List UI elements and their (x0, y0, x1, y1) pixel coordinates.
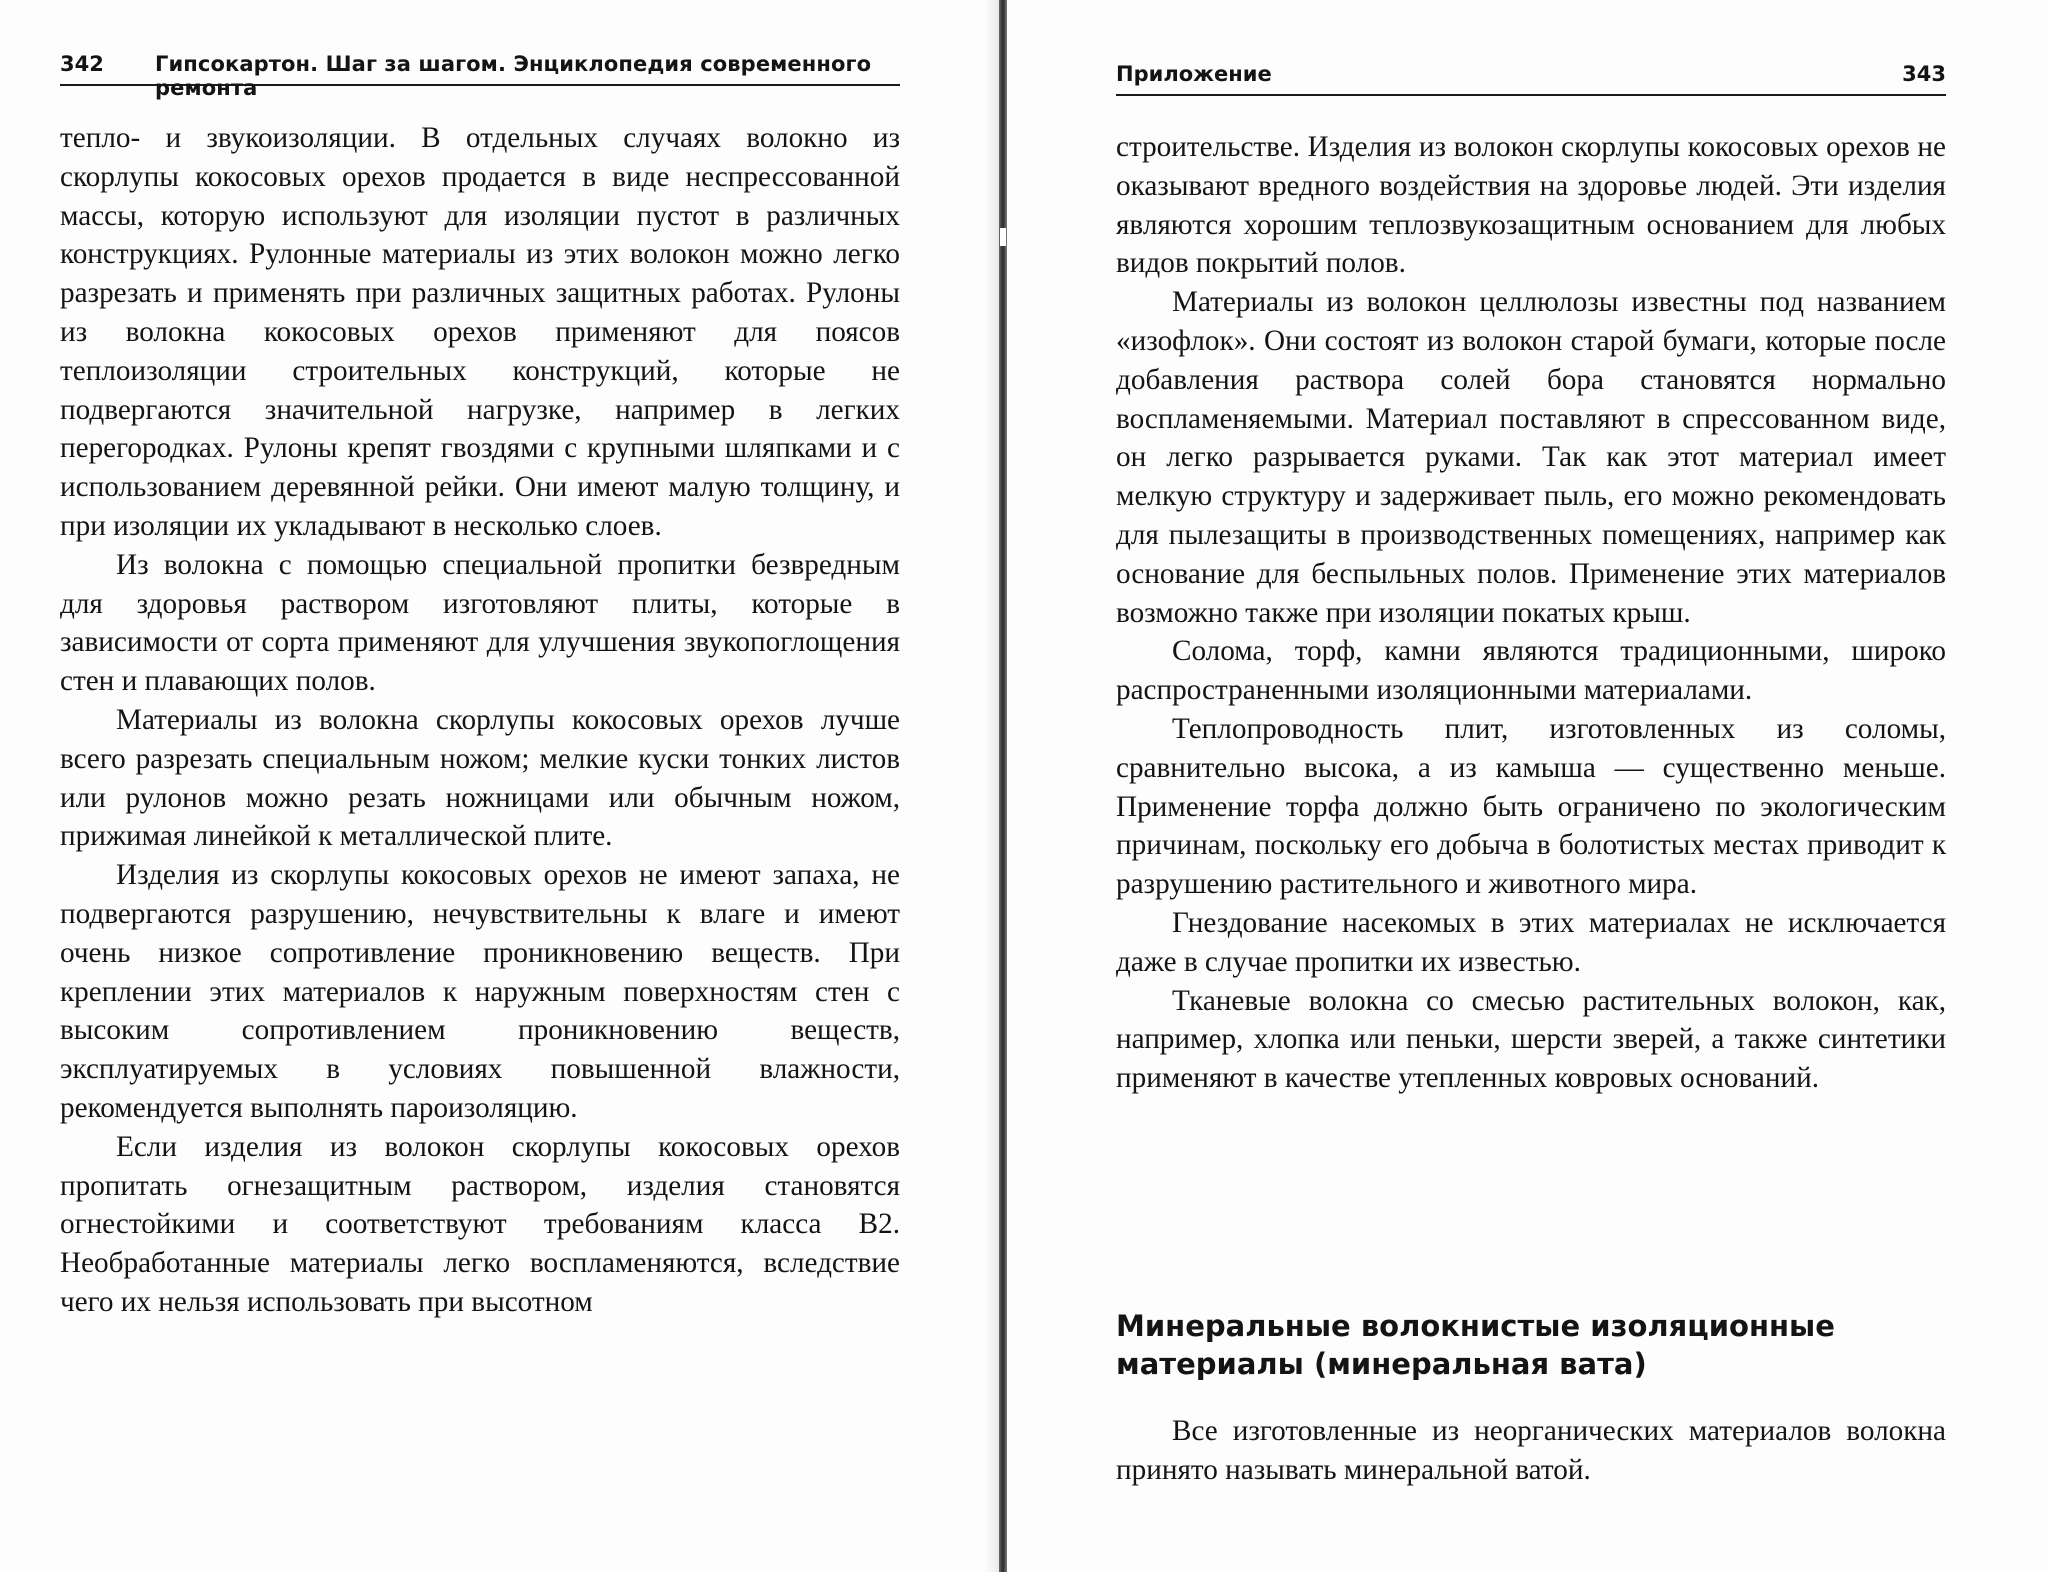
right-paragraph-6: Тканевые волокна со смесью растительных волокон, как, например, хлопка или пеньки, шерсти зверей, а также синтетики применяют в качестве утепленных ковровых оснований. (1116, 984, 1946, 1095)
right-page (1116, 0, 1946, 1572)
left-paragraph-2: Из волокна с помощью специальной пропитки безвредным для здоровья раствором изготовляют плиты, которые в зависимости от сорта применяют для улучшения звукопоглощения стен и плавающих полов. (60, 548, 900, 698)
right-running-title: Приложение (1116, 62, 1272, 86)
right-paragraph-7: Все изготовленные из неорганических материалов волокна принято называть минеральной ватой. (1116, 1415, 1946, 1486)
section-first-paragraph (1116, 1412, 1946, 1490)
left-paragraph-4: Изделия из скорлупы кокосовых орехов не имеют запаха, не подвергаются разрушению, нечувствительны к влаге и имеют очень низкое сопротивление проникновению веществ. При креплении этих материалов к наружным поверхностям стен с высоким сопротивлением проникновению веществ, эксплуатируемых в условиях повышенной влажности, рекомендуется выполнять пароизоляцию. (60, 859, 900, 1124)
left-running-title: Гипсокартон. Шаг за шагом. Энциклопедия современного ремонта (155, 52, 872, 100)
gutter-shadow (985, 0, 999, 1572)
left-paragraph-5: Если изделия из волокон скорлупы кокосовых орехов пропитать огнезащитным раствором, изделия становятся огнестойкими и соответствуют требованиям класса B2. Необработанные материалы легко воспламеняются, вследствие чего их нельзя использовать при высотном (60, 1130, 900, 1318)
right-paragraph-3: Солома, торф, камни являются традиционными, широко распространенными изоляционными материалами. (1116, 635, 1946, 707)
left-paragraph-3: Материалы из волокна скорлупы кокосовых орехов лучше всего разрезать специальным ножом; мелкие куски тонких листов или рулонов можно резать ножницами или обычным ножом, прижимая линейкой к металлической плите. (60, 703, 900, 853)
gutter-mark (1000, 228, 1006, 246)
left-page (60, 0, 900, 1572)
right-page-header (1116, 62, 1946, 96)
left-page-body (60, 119, 900, 1322)
right-page-number: 343 (1902, 62, 1946, 86)
left-paragraph-1: тепло- и звукоизоляции. В отдельных случаях волокно из скорлупы кокосовых орехов продается в виде неспрессованной массы, которую используют для изоляции пустот в различных конструкциях. Рулонные материалы из этих волокон можно легко разрезать и применять при различных защитных работах. Рулоны из волокна кокосовых орехов применяют для поясов теплоизоляции строительных конструкций, которые не подвергаются значительной нагрузке, например в легких перегородках. Рулоны крепят гвоздями с крупными шляпками и с использованием деревянной рейки. Они имеют малую толщину, и при изоляции их укладывают в несколько слоев. (60, 122, 900, 542)
right-page-body (1116, 128, 1946, 1098)
right-paragraph-5: Гнездование насекомых в этих материалах не исключается даже в случае пропитки их известью. (1116, 906, 1946, 978)
left-page-number: 342 (60, 52, 104, 76)
left-page-header (60, 52, 900, 100)
right-paragraph-4: Теплопроводность плит, изготовленных из соломы, сравнительно высока, а из камыша — существенно меньше. Применение торфа должно быть ограничено по экологическим причинам, поскольку его добыча в болотистых местах приводит к разрушению растительного и животного мира. (1116, 712, 1946, 901)
section-heading: Минеральные волокнистые изоляционные материалы (минеральная вата) (1116, 1309, 1835, 1381)
right-paragraph-2: Материалы из волокон целлюлозы известны под названием «изофлок». Они состоят из волокон старой бумаги, которые после добавления раствора солей бора становятся нормально воспламеняемыми. Материал поставляют в спрессованном виде, он легко разрывается руками. Так как этот материал имеет мелкую структуру и задерживает пыль, его можно рекомендовать для пылезащиты в производственных помещениях, например как основание для беспыльных полов. Применение этих материалов возможно также при изоляции покатых крыш. (1116, 286, 1946, 629)
right-paragraph-1: строительстве. Изделия из волокон скорлупы кокосовых орехов не оказывают вредного воздействия на здоровье людей. Эти изделия являются хорошим теплозвукозащитным основанием для любых видов покрытий полов. (1116, 131, 1946, 280)
